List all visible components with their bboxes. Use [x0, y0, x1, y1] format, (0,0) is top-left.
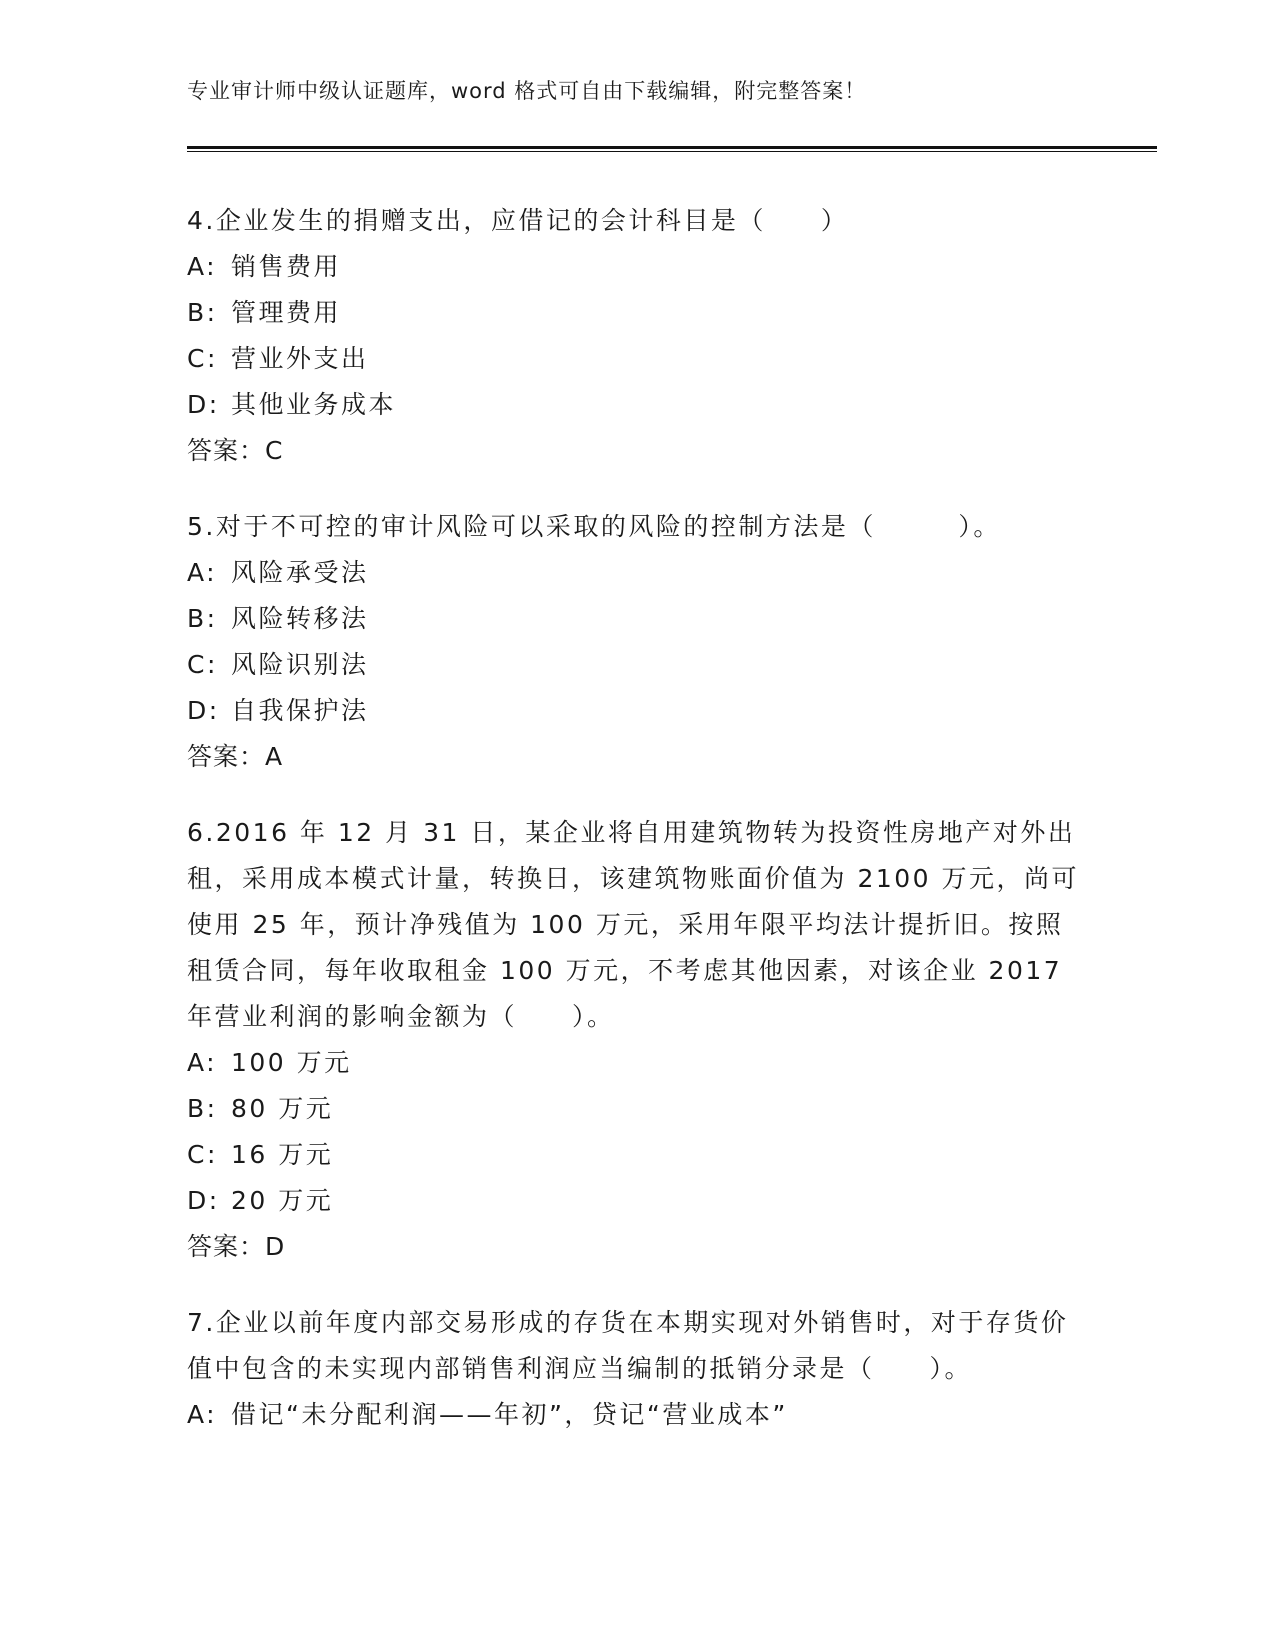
option-b	[187, 1086, 1087, 1132]
option-a	[187, 1040, 1087, 1086]
answer-line: 答案：A	[187, 742, 284, 771]
option-text: 100 万元	[231, 1048, 352, 1077]
question-stem: 5.对于不可控的审计风险可以采取的风险的控制方法是（ ）。	[187, 512, 1001, 541]
question-4	[187, 198, 1087, 474]
option-letter: D:	[187, 696, 220, 725]
option-d	[187, 1178, 1087, 1224]
option-text: 营业外支出	[231, 344, 369, 373]
option-c	[187, 642, 1087, 688]
option-letter: A:	[187, 558, 218, 587]
option-a	[187, 244, 1087, 290]
option-text: 管理费用	[231, 298, 342, 327]
option-text: 风险转移法	[231, 604, 369, 633]
answer-line: 答案：C	[187, 436, 284, 465]
option-letter: B:	[187, 298, 218, 327]
option-text: 借记“未分配利润——年初”，贷记“营业成本”	[231, 1400, 788, 1429]
option-c	[187, 1132, 1087, 1178]
option-letter: A:	[187, 1400, 218, 1429]
question-stem: 7.企业以前年度内部交易形成的存货在本期实现对外销售时，对于存货价值中包含的未实现内部销售利润应当编制的抵销分录是（ ）。	[187, 1308, 1069, 1383]
option-letter: C:	[187, 1140, 218, 1169]
option-text: 20 万元	[231, 1186, 334, 1215]
option-d	[187, 382, 1087, 428]
question-5	[187, 504, 1087, 780]
option-b	[187, 290, 1087, 336]
page-header: 专业审计师中级认证题库，word 格式可自由下载编辑，附完整答案！	[187, 79, 867, 103]
option-a	[187, 550, 1087, 596]
option-text: 其他业务成本	[231, 390, 397, 419]
option-letter: D:	[187, 1186, 220, 1215]
header-divider-thick	[187, 146, 1157, 149]
option-text: 风险承受法	[231, 558, 369, 587]
option-a	[187, 1392, 1087, 1438]
question-7	[187, 1300, 1087, 1438]
option-text: 销售费用	[231, 252, 342, 281]
option-text: 80 万元	[231, 1094, 334, 1123]
option-c	[187, 336, 1087, 382]
question-stem: 6.2016 年 12 月 31 日，某企业将自用建筑物转为投资性房地产对外出租，采用成本模式计量，转换日，该建筑物账面价值为 2100 万元，尚可使用 25 年，预计净残值为 100 万元，采用年限平均法计提折旧。按照租赁合同，每年收取租金 100 万元，不考虑其他因素，对该企业 2017 年营业利润的影响金额为（ ）。	[187, 818, 1080, 1031]
option-b	[187, 596, 1087, 642]
question-stem: 4.企业发生的捐赠支出，应借记的会计科目是（ ）	[187, 206, 849, 235]
option-letter: C:	[187, 344, 218, 373]
option-letter: D:	[187, 390, 220, 419]
option-d	[187, 688, 1087, 734]
question-list	[187, 198, 1087, 1468]
option-letter: A:	[187, 1048, 218, 1077]
option-letter: B:	[187, 604, 218, 633]
option-letter: C:	[187, 650, 218, 679]
option-letter: B:	[187, 1094, 218, 1123]
option-letter: A:	[187, 252, 218, 281]
header-divider-thin	[187, 151, 1157, 152]
option-text: 风险识别法	[231, 650, 369, 679]
answer-line: 答案：D	[187, 1232, 286, 1261]
question-6	[187, 810, 1087, 1270]
option-text: 自我保护法	[231, 696, 369, 725]
option-text: 16 万元	[231, 1140, 334, 1169]
